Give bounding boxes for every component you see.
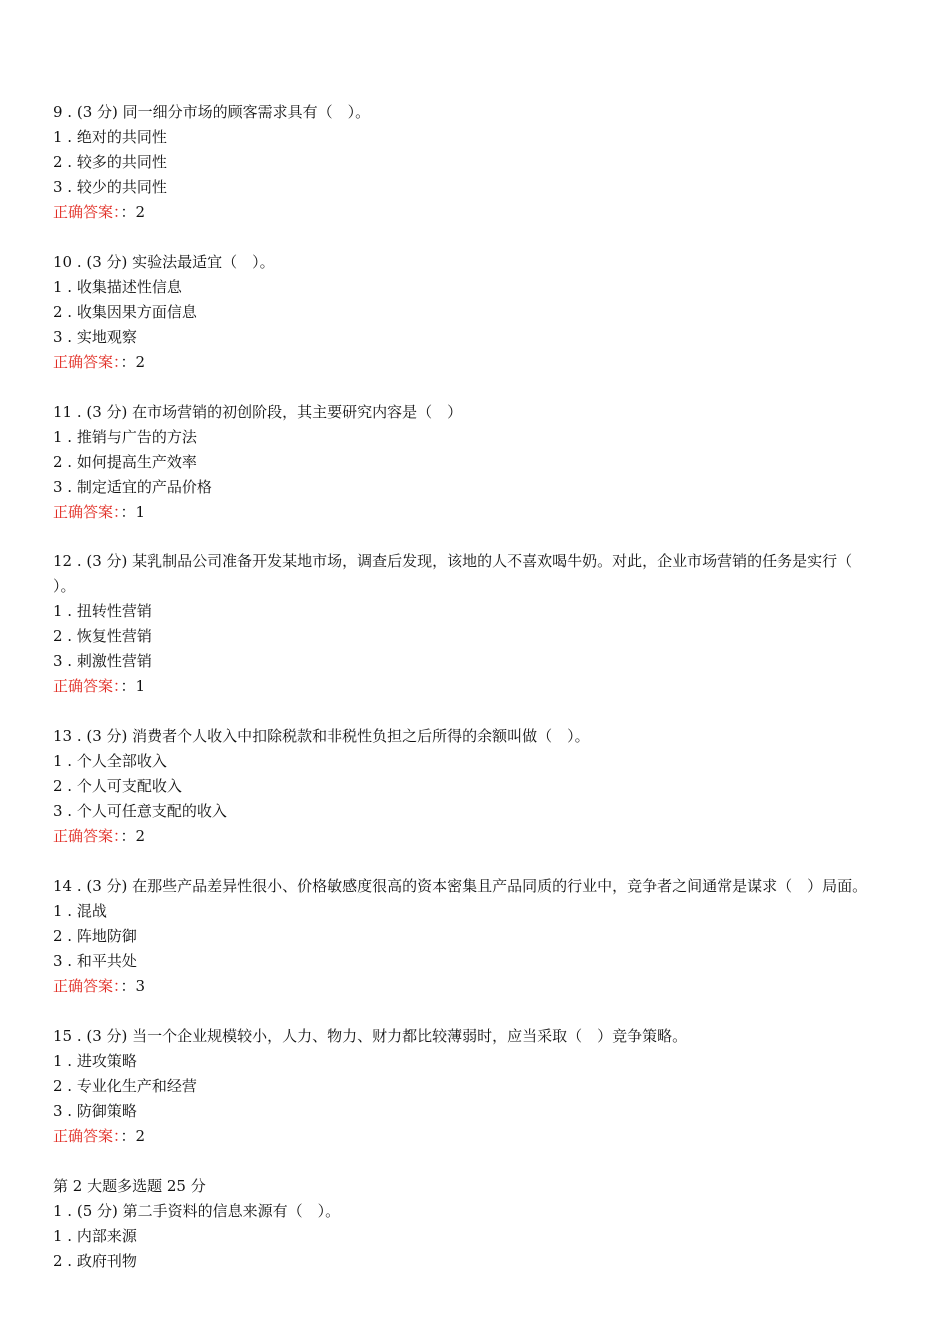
option-2: 2 . 如何提高生产效率 xyxy=(53,452,197,471)
option-1: 1 . 收集描述性信息 xyxy=(53,277,182,296)
option-3: 3 . 个人可任意支配的收入 xyxy=(53,802,227,821)
answer-value: ：2 xyxy=(120,352,146,371)
question-stem: 11 . (3 分) 在市场营销的初创阶段，其主要研究内容是（ ） xyxy=(53,402,463,421)
option-3: 3 . 和平共处 xyxy=(53,951,137,970)
section-2 xyxy=(53,1174,903,1274)
question-11 xyxy=(53,400,903,525)
answer-label: 正确答案： xyxy=(53,203,121,221)
question-list xyxy=(53,100,903,1274)
question-stem: 10 . (3 分) 实验法最适宜（ ）。 xyxy=(53,252,275,271)
option-2: 2 . 阵地防御 xyxy=(53,926,137,945)
question-stem: 15 . (3 分) 当一个企业规模较小，人力、物力、财力都比较薄弱时，应当采取（ ）竞争策略。 xyxy=(53,1026,688,1045)
question-stem: 1 . (5 分) 第二手资料的信息来源有（ ）。 xyxy=(53,1201,341,1220)
answer-label: 正确答案： xyxy=(53,976,121,995)
question-stem-continued: ）。 xyxy=(53,577,76,596)
correct-answer xyxy=(53,824,903,849)
option-2: 2 . 政府刊物 xyxy=(53,1251,137,1270)
option-2: 2 . 较多的共同性 xyxy=(53,153,167,171)
option-1: 1 . 进攻策略 xyxy=(53,1051,137,1070)
option-1: 1 . 混战 xyxy=(53,901,107,920)
option-2: 2 . 恢复性营销 xyxy=(53,627,152,646)
section-title: 第 2 大题多选题 25 分 xyxy=(53,1176,206,1195)
question-12 xyxy=(53,549,903,699)
answer-value: ：1 xyxy=(120,502,146,521)
option-1: 1 . 扭转性营销 xyxy=(53,602,152,621)
question-13 xyxy=(53,724,903,849)
question-stem: 12 . (3 分) 某乳制品公司准备开发某地市场，调查后发现，该地的人不喜欢喝牛奶。对此，企业市场营销的任务是实行（ xyxy=(53,552,853,571)
option-3: 3 . 防御策略 xyxy=(53,1101,137,1120)
option-1: 1 . 推销与广告的方法 xyxy=(53,427,197,446)
correct-answer xyxy=(53,200,903,225)
option-3: 3 . 较少的共同性 xyxy=(53,178,167,196)
answer-value: ：1 xyxy=(120,677,146,696)
option-3: 3 . 实地观察 xyxy=(53,327,137,346)
answer-label: 正确答案： xyxy=(53,1126,121,1145)
answer-label: 正确答案： xyxy=(53,827,121,846)
answer-label: 正确答案： xyxy=(53,352,121,371)
answer-label: 正确答案： xyxy=(53,502,121,521)
option-2: 2 . 个人可支配收入 xyxy=(53,777,182,796)
option-3: 3 . 制定适宜的产品价格 xyxy=(53,477,212,496)
question-stem: 13 . (3 分) 消费者个人收入中扣除税款和非税性负担之后所得的余额叫做（ ）。 xyxy=(53,727,590,746)
option-2: 2 . 专业化生产和经营 xyxy=(53,1076,197,1095)
option-2: 2 . 收集因果方面信息 xyxy=(53,302,197,321)
answer-value: ：2 xyxy=(120,827,146,846)
correct-answer xyxy=(53,1124,903,1149)
question-9 xyxy=(53,100,903,225)
question-14 xyxy=(53,874,903,999)
question-stem: 14 . (3 分) 在那些产品差异性很小、价格敏感度很高的资本密集且产品同质的行业中，竞争者之间通常是谋求（ ）局面。 xyxy=(53,876,868,895)
option-1: 1 . 内部来源 xyxy=(53,1226,137,1245)
question-10 xyxy=(53,250,903,375)
option-3: 3 . 刺激性营销 xyxy=(53,652,152,671)
option-1: 1 . 个人全部收入 xyxy=(53,752,167,771)
question-stem: 9 . (3 分) 同一细分市场的顾客需求具有（ ）。 xyxy=(53,103,371,121)
answer-value: ：2 xyxy=(120,203,146,221)
answer-value: ：3 xyxy=(120,976,146,995)
answer-label: 正确答案： xyxy=(53,677,121,696)
correct-answer xyxy=(53,674,903,699)
correct-answer xyxy=(53,974,903,999)
answer-value: ：2 xyxy=(120,1126,146,1145)
option-1: 1 . 绝对的共同性 xyxy=(53,128,167,146)
correct-answer xyxy=(53,500,903,525)
question-15 xyxy=(53,1024,903,1149)
correct-answer xyxy=(53,350,903,375)
